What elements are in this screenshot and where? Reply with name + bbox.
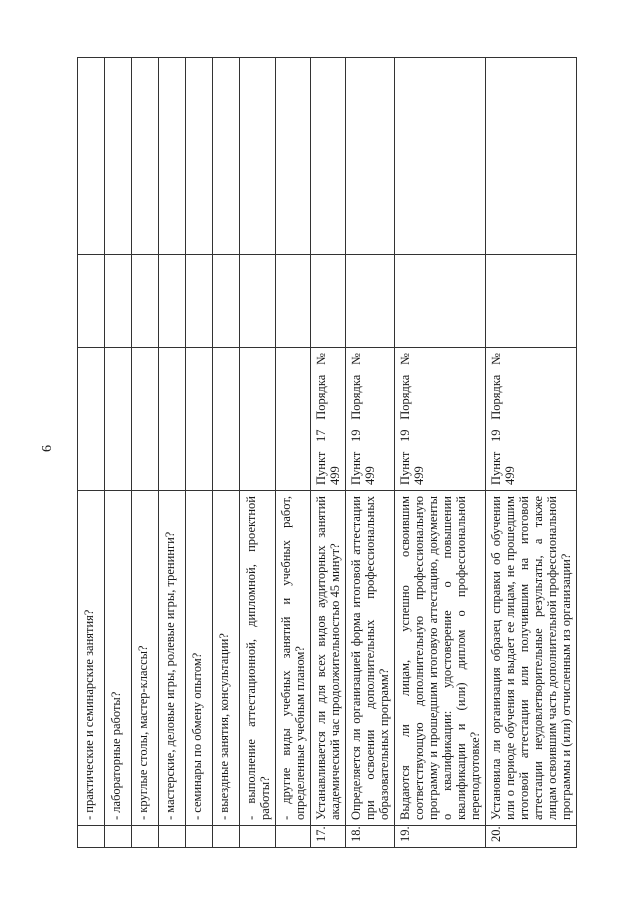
row-number: 17. bbox=[311, 826, 346, 848]
row-number bbox=[186, 826, 213, 848]
reference-cell bbox=[240, 348, 276, 491]
question-cell: - семинары по обмену опытом? bbox=[186, 491, 213, 826]
remarks-cell bbox=[276, 58, 311, 255]
checklist-table bbox=[77, 57, 577, 848]
reference-cell bbox=[159, 348, 186, 491]
remarks-cell bbox=[105, 58, 132, 255]
row-number bbox=[276, 826, 311, 848]
remarks-cell bbox=[311, 58, 346, 255]
remarks-cell bbox=[346, 58, 395, 255]
question-cell: - другие виды учебных занятий и учебных работ, определенные учебным планом? bbox=[276, 491, 311, 826]
table-row bbox=[186, 58, 213, 848]
question-cell: - практические и семинарские занятия? bbox=[78, 491, 105, 826]
row-number: 20. bbox=[486, 826, 577, 848]
row-number: 18. bbox=[346, 826, 395, 848]
row-number bbox=[132, 826, 159, 848]
table-row bbox=[276, 58, 311, 848]
remarks-cell bbox=[486, 58, 577, 255]
answer-cell bbox=[78, 255, 105, 348]
checklist-table-container bbox=[77, 58, 577, 848]
answer-cell bbox=[186, 255, 213, 348]
question-cell: - лабораторные работы? bbox=[105, 491, 132, 826]
remarks-cell bbox=[78, 58, 105, 255]
question-cell: Выдаются ли лицам, успешно освоившим соответствующую дополнительную профессиональную программу и прошедшим итоговую аттестацию, документы о квалификации: удостоверение о повышении квалификации и (или) диплом о профессиональной переподготовке? bbox=[395, 491, 486, 826]
answer-cell bbox=[346, 255, 395, 348]
table-row bbox=[159, 58, 186, 848]
question-cell: - выполнение аттестационной, дипломной, проектной работы? bbox=[240, 491, 276, 826]
question-cell: Устанавливается ли для всех видов аудиторных занятий академический час продолжительностью 45 минут? bbox=[311, 491, 346, 826]
remarks-cell bbox=[159, 58, 186, 255]
table-row bbox=[311, 58, 346, 848]
answer-cell bbox=[311, 255, 346, 348]
question-cell: - круглые столы, мастер-классы? bbox=[132, 491, 159, 826]
answer-cell bbox=[395, 255, 486, 348]
question-cell: - мастерские, деловые игры, ролевые игры, тренинги? bbox=[159, 491, 186, 826]
question-cell: Установила ли организация образец справки об обучении или о периоде обучения и выдает ее лицам, не прошедшим итоговой аттестации или получившим на итоговой аттестации неудовлетворительные результаты, а также лицам освоившим часть дополнительной профессиональной программы и (или) отчисленным из организации? bbox=[486, 491, 577, 826]
table-row bbox=[240, 58, 276, 848]
reference-cell bbox=[132, 348, 159, 491]
table-row bbox=[132, 58, 159, 848]
reference-cell: Пункт 19 Порядка № 499 bbox=[346, 348, 395, 491]
table-row bbox=[395, 58, 486, 848]
question-cell: Определяется ли организацией форма итоговой аттестации при освоении дополнительных профессиональных образовательных программ? bbox=[346, 491, 395, 826]
remarks-cell bbox=[213, 58, 240, 255]
row-number: 19. bbox=[395, 826, 486, 848]
reference-cell bbox=[105, 348, 132, 491]
remarks-cell bbox=[395, 58, 486, 255]
answer-cell bbox=[276, 255, 311, 348]
page-number: 6 bbox=[40, 445, 55, 452]
remarks-cell bbox=[186, 58, 213, 255]
answer-cell bbox=[132, 255, 159, 348]
answer-cell bbox=[486, 255, 577, 348]
question-cell: - выездные занятия, консультации? bbox=[213, 491, 240, 826]
reference-cell bbox=[78, 348, 105, 491]
table-row bbox=[213, 58, 240, 848]
table-row bbox=[346, 58, 395, 848]
reference-cell: Пункт 19 Порядка № 499 bbox=[486, 348, 577, 491]
answer-cell bbox=[159, 255, 186, 348]
answer-cell bbox=[240, 255, 276, 348]
remarks-cell bbox=[240, 58, 276, 255]
row-number bbox=[213, 826, 240, 848]
answer-cell bbox=[213, 255, 240, 348]
reference-cell: Пункт 17 Порядка № 499 bbox=[311, 348, 346, 491]
row-number bbox=[105, 826, 132, 848]
row-number bbox=[78, 826, 105, 848]
table-row bbox=[486, 58, 577, 848]
answer-cell bbox=[105, 255, 132, 348]
reference-cell bbox=[186, 348, 213, 491]
table-row bbox=[78, 58, 105, 848]
row-number bbox=[159, 826, 186, 848]
reference-cell bbox=[276, 348, 311, 491]
table-row bbox=[105, 58, 132, 848]
remarks-cell bbox=[132, 58, 159, 255]
reference-cell: Пункт 19 Порядка № 499 bbox=[395, 348, 486, 491]
reference-cell bbox=[213, 348, 240, 491]
row-number bbox=[240, 826, 276, 848]
